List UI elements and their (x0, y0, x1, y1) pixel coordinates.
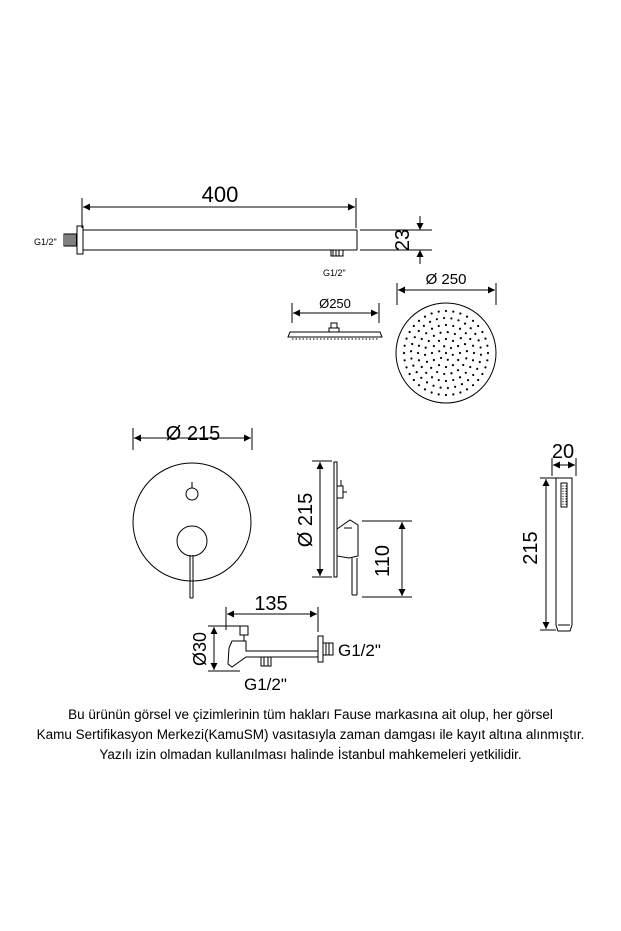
nozzle-dot (413, 325, 415, 327)
nozzle-dot (459, 352, 461, 354)
nozzle-dot (465, 372, 467, 374)
nozzle-dot (413, 379, 415, 381)
nozzle-dot (439, 386, 441, 388)
spray-hole (565, 501, 566, 502)
nozzle-dot (436, 371, 438, 373)
hand-shower-length-label: 215 (520, 531, 542, 565)
nozzle-dot (466, 316, 468, 318)
mixer-front-diameter-label: Ø 215 (165, 423, 221, 445)
nozzle-dot (479, 361, 481, 363)
nozzle-dot (481, 331, 483, 333)
nozzle-dot (462, 364, 464, 366)
spout-drawing (208, 607, 333, 671)
nozzle-dot (452, 354, 454, 356)
nozzle-dot (438, 350, 440, 352)
nozzle-dot (424, 316, 426, 318)
nozzle-dot (464, 343, 466, 345)
nozzle-dot (457, 319, 459, 321)
nozzle-dot (477, 379, 479, 381)
nozzle-dot (405, 366, 407, 368)
nozzle-dot (409, 373, 411, 375)
nozzle-dot (433, 359, 435, 361)
shower-arm-drawing (64, 198, 432, 264)
nozzle-dot (472, 320, 474, 322)
head-front-diameter-label: Ø 250 (425, 271, 467, 288)
spray-hole (565, 493, 566, 494)
mixer-side-drawing (312, 461, 412, 597)
nozzle-dot (447, 359, 449, 361)
spray-hole (562, 504, 563, 505)
nozzle-dot (440, 357, 442, 359)
nozzle-dot (443, 317, 445, 319)
arm-height-label: 23 (392, 228, 414, 252)
nozzle-dot (404, 345, 406, 347)
nozzle-dot (452, 364, 454, 366)
nozzle-dot (486, 359, 488, 361)
spray-hole (565, 498, 566, 499)
nozzle-dot (418, 359, 420, 361)
nozzle-dot (457, 369, 459, 371)
nozzle-dot (438, 325, 440, 327)
nozzle-dot (459, 391, 461, 393)
nozzle-dot (445, 394, 447, 396)
nozzle-dot (481, 373, 483, 375)
nozzle-dot (484, 366, 486, 368)
nozzle-dot (452, 393, 454, 395)
spray-hole (562, 501, 563, 502)
nozzle-dot (473, 352, 475, 354)
nozzle-dot (472, 345, 474, 347)
nozzle-dot (454, 386, 456, 388)
spout-diameter-label: Ø30 (190, 631, 210, 667)
nozzle-dot (438, 379, 440, 381)
spray-hole (565, 504, 566, 505)
nozzle-dot (466, 350, 468, 352)
arm-inlet-thread-label: G1/2" (34, 237, 57, 247)
nozzle-dot (452, 379, 454, 381)
nozzle-dot (433, 335, 435, 337)
nozzle-dot (452, 325, 454, 327)
nozzle-dot (423, 325, 425, 327)
spray-hole (562, 498, 563, 499)
spray-hole (565, 491, 566, 492)
nozzle-dot (431, 312, 433, 314)
nozzle-dot (469, 338, 471, 340)
nozzle-dot (424, 388, 426, 390)
nozzle-dot (405, 338, 407, 340)
nozzle-dot (450, 372, 452, 374)
nozzle-dot (445, 352, 447, 354)
nozzle-dot (439, 332, 441, 334)
nozzle-dot (464, 323, 466, 325)
nozzle-dot (431, 376, 433, 378)
nozzle-dot (445, 338, 447, 340)
nozzle-dot (480, 354, 482, 356)
spray-hole (565, 496, 566, 497)
nozzle-dot (472, 359, 474, 361)
spray-hole (562, 488, 563, 489)
mixer-lever-side (337, 520, 358, 558)
spray-hole (565, 488, 566, 489)
nozzle-dot (465, 357, 467, 359)
nozzle-dot (416, 371, 418, 373)
nozzle-dot (418, 345, 420, 347)
nozzle-dot (474, 333, 476, 335)
nozzle-dot (477, 325, 479, 327)
nozzle-dot (404, 359, 406, 361)
nozzle-dot (472, 384, 474, 386)
nozzle-dot (450, 347, 452, 349)
nozzle-dot (403, 352, 405, 354)
nozzle-dot (447, 331, 449, 333)
nozzle-dot (438, 364, 440, 366)
nozzle-dot (428, 340, 430, 342)
nozzle-dot (459, 312, 461, 314)
hand-shower-body (556, 478, 572, 631)
nozzle-dot (409, 331, 411, 333)
notice-line-3: Yazılı izin olmadan kullanılması halinde İstanbul mahkemeleri yetkilidir. (99, 747, 522, 762)
nozzle-dot (487, 352, 489, 354)
arm-outlet-thread-label: G1/2" (323, 268, 346, 278)
nozzle-dot (429, 321, 431, 323)
diverter-knob (186, 488, 198, 500)
nozzle-dot (436, 318, 438, 320)
copyright-notice (0, 705, 621, 765)
arm-length-label: 400 (201, 182, 239, 207)
nozzle-dot (452, 340, 454, 342)
nozzle-dot (410, 357, 412, 359)
nozzle-dot (469, 366, 471, 368)
hand-shower-spray-holes (562, 485, 566, 504)
nozzle-dot (438, 311, 440, 313)
nozzle-dot (410, 350, 412, 352)
nozzle-dot (472, 374, 474, 376)
hand-shower-width-label: 20 (551, 441, 575, 463)
nozzle-dot (445, 366, 447, 368)
nozzle-dot (478, 339, 480, 341)
head-side-diameter-label: Ø250 (319, 296, 351, 311)
nozzle-dot (425, 347, 427, 349)
nozzle-dot (476, 368, 478, 370)
nozzle-dot (466, 388, 468, 390)
nozzle-dot (445, 324, 447, 326)
nozzle-dot (424, 354, 426, 356)
nozzle-dot (443, 345, 445, 347)
nozzle-dot (479, 346, 481, 348)
spray-hole (562, 491, 563, 492)
mixer-depth-label: 110 (372, 545, 394, 577)
nozzle-dot (459, 328, 461, 330)
nozzle-dot (452, 311, 454, 313)
nozzle-dot (411, 343, 413, 345)
hand-shower-drawing (540, 458, 576, 631)
nozzle-dot (430, 367, 432, 369)
spray-hole (565, 485, 566, 486)
spout-inlet-thread-label: G1/2" (338, 641, 381, 660)
mixer-handle-knob (177, 526, 207, 556)
nozzle-dot (417, 352, 419, 354)
nozzle-dot (467, 379, 469, 381)
nozzle-dot (454, 333, 456, 335)
spout-body (228, 641, 318, 667)
nozzle-dot (431, 391, 433, 393)
nozzle-dot (450, 317, 452, 319)
nozzle-dot (460, 337, 462, 339)
nozzle-dot (486, 345, 488, 347)
nozzle-dot (447, 387, 449, 389)
mixer-side-diameter-label: Ø 215 (295, 492, 317, 548)
nozzle-dot (426, 381, 428, 383)
nozzle-dot (457, 345, 459, 347)
nozzle-pattern (403, 310, 489, 396)
nozzle-dot (431, 352, 433, 354)
nozzle-dot (421, 366, 423, 368)
nozzle-dot (425, 332, 427, 334)
nozzle-dot (425, 372, 427, 374)
nozzle-dot (420, 377, 422, 379)
spout-length-label: 135 (254, 593, 288, 615)
nozzle-dot (438, 393, 440, 395)
nozzle-dot (445, 380, 447, 382)
spray-hole (562, 496, 563, 497)
nozzle-dot (484, 338, 486, 340)
nozzle-dot (459, 376, 461, 378)
spray-hole (562, 493, 563, 494)
nozzle-dot (414, 336, 416, 338)
nozzle-dot (438, 340, 440, 342)
nozzle-dot (433, 345, 435, 347)
nozzle-dot (426, 361, 428, 363)
nozzle-dot (461, 383, 463, 385)
notice-line-1: Bu ürünün görsel ve çizimlerinin tüm hakları Fause markasına ait olup, her görsel (68, 707, 553, 722)
mixer-cover-plate (133, 463, 251, 581)
nozzle-dot (421, 338, 423, 340)
nozzle-dot (431, 328, 433, 330)
notice-line-2: Kamu Sertifikasyon Merkezi(KamuSM) vasıtasıyla zaman damgası ile kayıt altına alınmıştır. (36, 727, 585, 742)
nozzle-dot (443, 373, 445, 375)
nozzle-dot (465, 332, 467, 334)
spray-hole (562, 485, 563, 486)
nozzle-dot (457, 359, 459, 361)
spout-outlet-thread-label: G1/2" (244, 675, 287, 694)
nozzle-dot (418, 320, 420, 322)
nozzle-dot (470, 327, 472, 329)
nozzle-dot (432, 385, 434, 387)
head-front-drawing (396, 283, 496, 403)
mixer-front-drawing (133, 428, 252, 598)
nozzle-dot (412, 365, 414, 367)
nozzle-dot (445, 310, 447, 312)
nozzle-dot (418, 384, 420, 386)
nozzle-dot (418, 330, 420, 332)
